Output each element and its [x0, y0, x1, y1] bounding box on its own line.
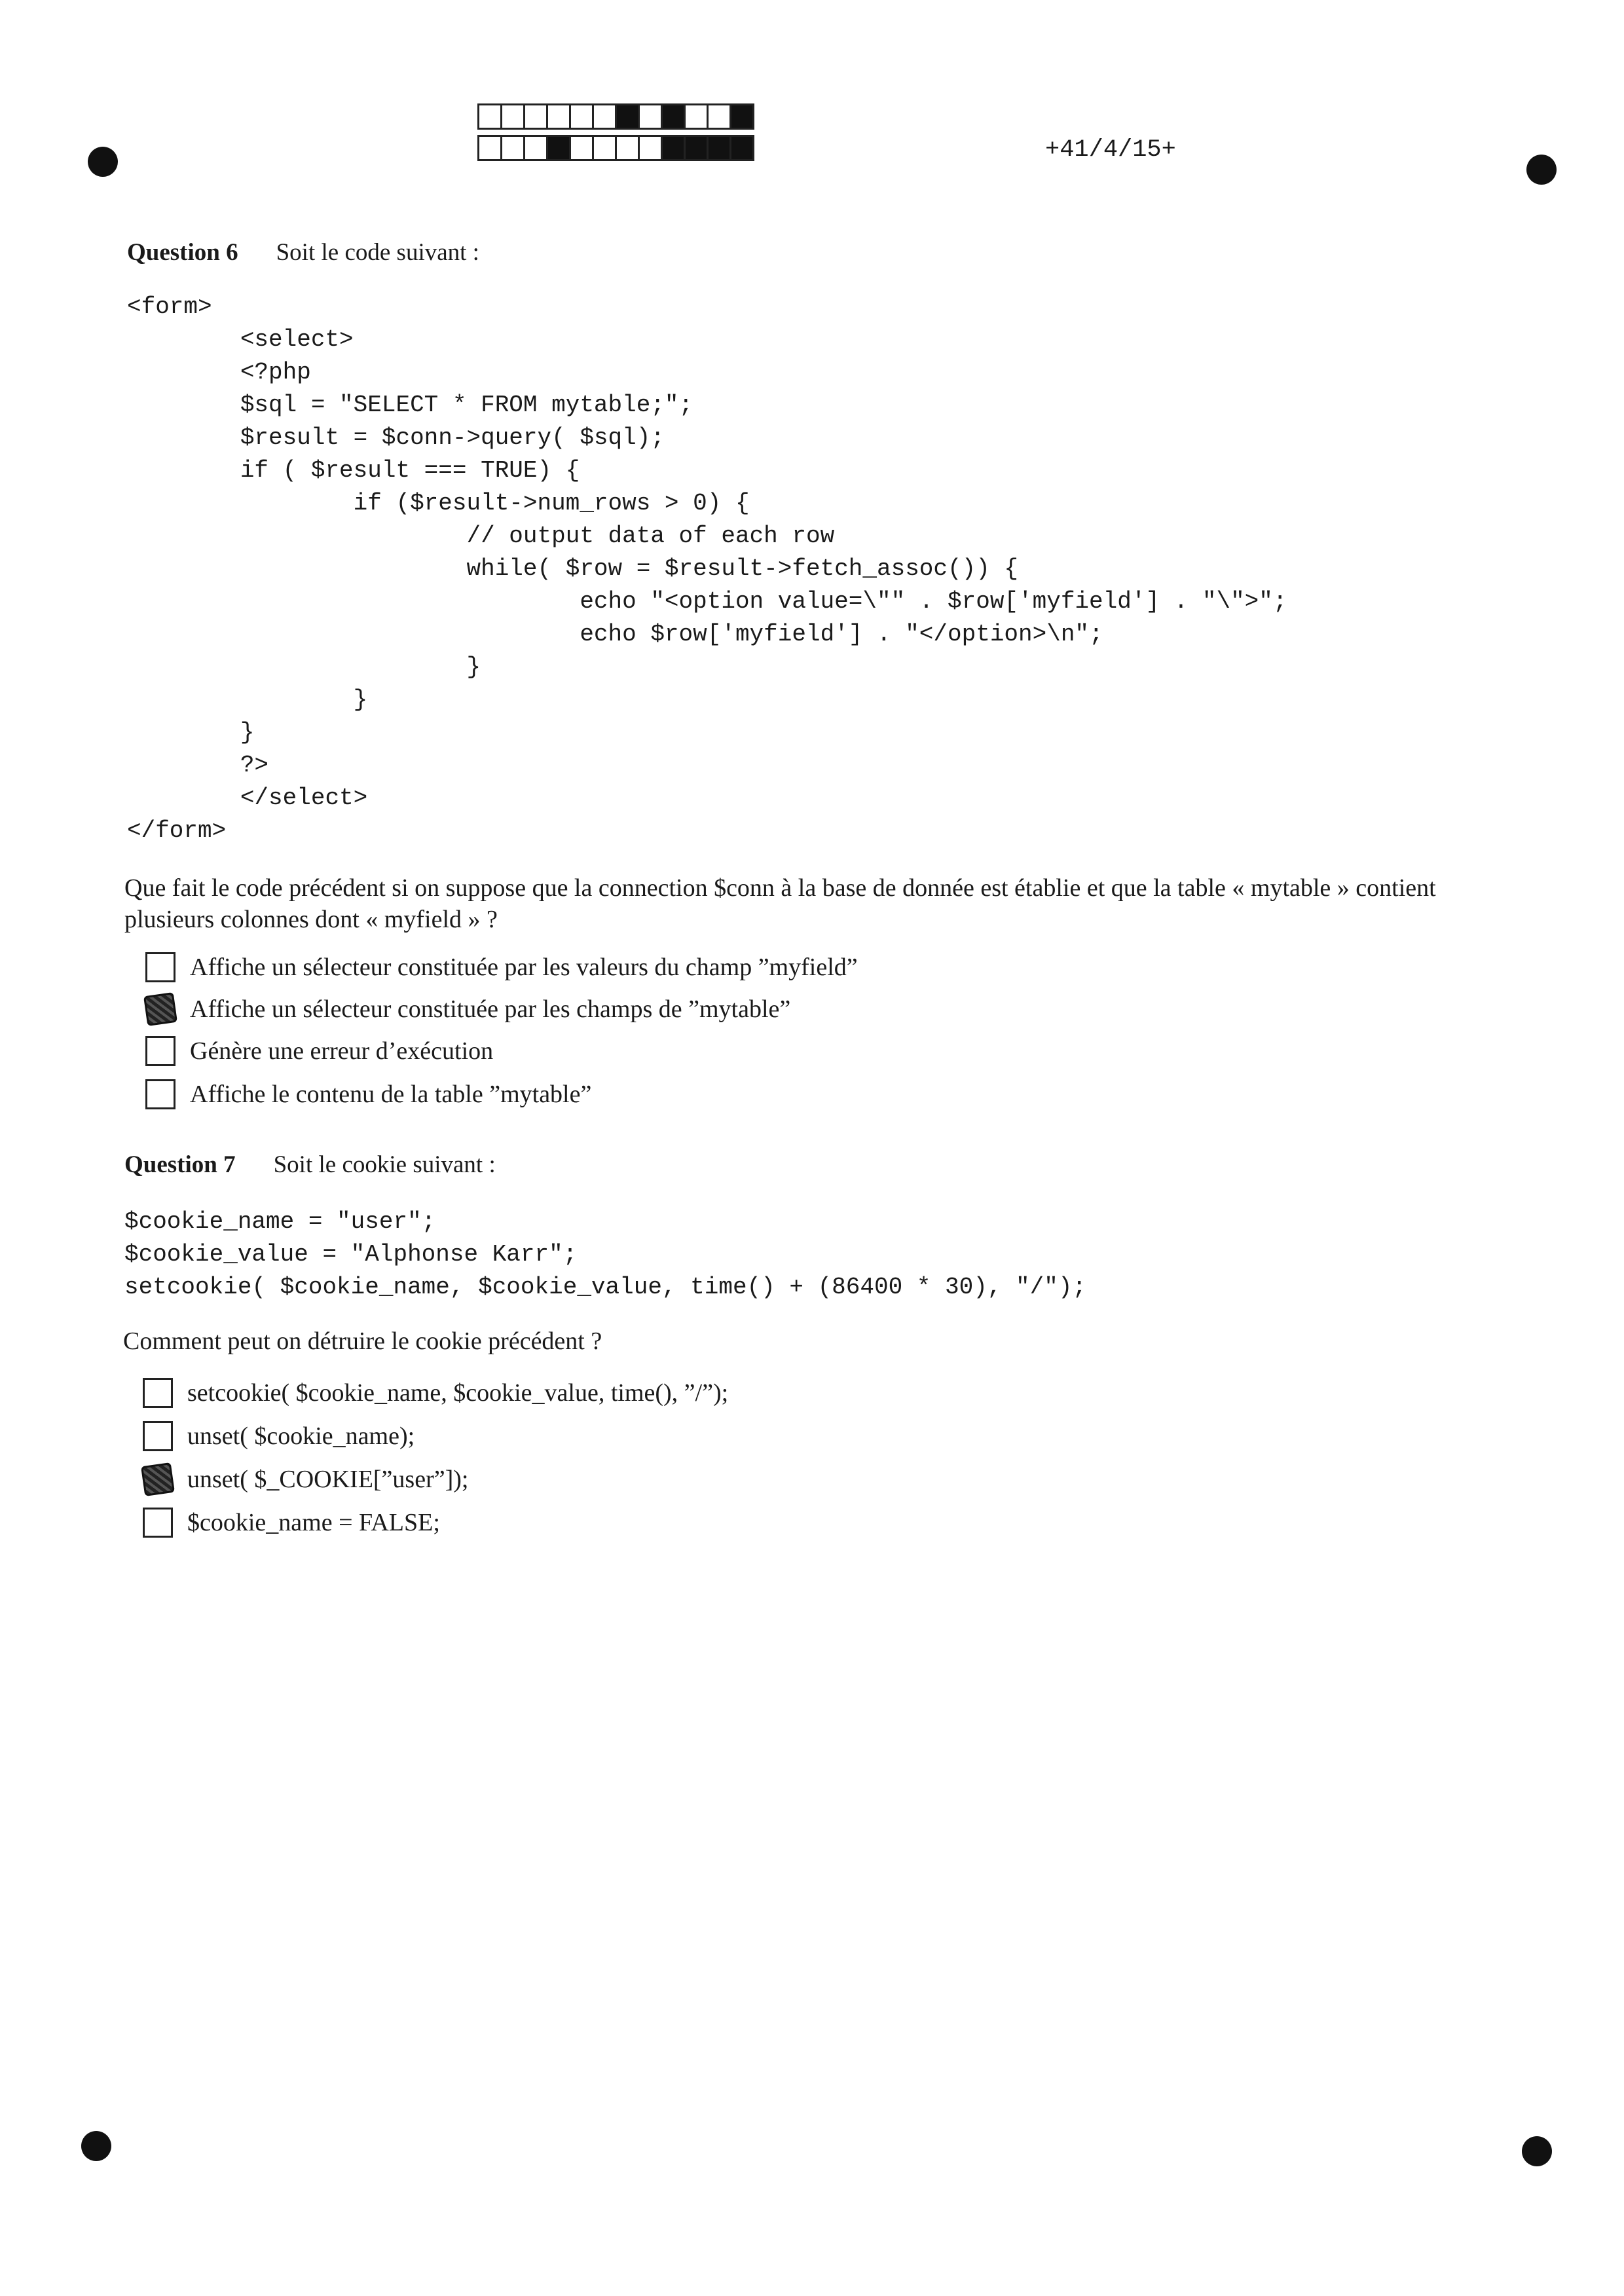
barcode-cell [523, 103, 548, 130]
choice-label: $cookie_name = FALSE; [187, 1509, 440, 1536]
barcode-cell [729, 135, 754, 161]
q7-choice-1[interactable] [143, 1374, 728, 1412]
barcode-cell [729, 103, 754, 130]
barcode-cell [707, 135, 731, 161]
q6-choice-4[interactable] [145, 1075, 591, 1113]
code-line: <?php [127, 359, 311, 386]
barcode-cell [546, 135, 571, 161]
choice-label: Affiche le contenu de la table ”mytable” [190, 1081, 592, 1108]
code-line: <select> [127, 326, 354, 353]
code-line: echo $row['myfield'] . "</option>\n"; [127, 621, 1103, 648]
barcode-cell [500, 103, 525, 130]
page-identifier: +41/4/15+ [1045, 136, 1176, 164]
barcode-cell [523, 135, 548, 161]
q7-choice-4[interactable] [143, 1504, 440, 1542]
code-line: $sql = "SELECT * FROM mytable;"; [127, 392, 693, 418]
barcode-cell [661, 103, 686, 130]
code-line: } [127, 686, 368, 713]
barcode-row-2 [477, 135, 752, 161]
choice-label: Affiche un sélecteur constituée par les valeurs du champ ”myfield” [190, 954, 858, 981]
code-line: </form> [127, 817, 227, 844]
code-line: </select> [127, 785, 368, 811]
code-line: $result = $conn->query( $sql); [127, 424, 665, 451]
code-line: if ( $result === TRUE) { [127, 457, 580, 484]
answer-checkbox[interactable] [143, 1378, 173, 1408]
code-line: $cookie_name = "user"; [124, 1208, 436, 1235]
choice-label: setcookie( $cookie_name, $cookie_value, time(), ”/”); [187, 1379, 729, 1407]
code-line: } [127, 719, 255, 746]
barcode-cell [477, 135, 502, 161]
code-line: <form> [127, 293, 212, 320]
q6-choice-1[interactable] [145, 948, 858, 986]
q6-choice-3[interactable] [145, 1032, 493, 1070]
registration-mark-bottom-left [81, 2131, 111, 2161]
question-7-prompt: Comment peut on détruire le cookie précédent ? [123, 1327, 602, 1355]
question-6-prompt: Que fait le code précédent si on suppose que la connection $conn à la base de donnée est établie et que la table « mytable » contient plusieurs colonnes dont « myfield » ? [124, 874, 1436, 933]
registration-mark-top-right [1526, 155, 1557, 185]
question-6-code [127, 291, 1287, 847]
answer-checkbox[interactable] [141, 1462, 175, 1496]
choice-label: unset( $_COOKIE[”user”]); [187, 1466, 469, 1493]
code-line: } [127, 654, 481, 680]
choice-label: Génère une erreur d’exécution [190, 1037, 494, 1065]
answer-checkbox[interactable] [145, 1036, 175, 1066]
answer-checkbox[interactable] [145, 1079, 175, 1109]
choice-label: unset( $cookie_name); [187, 1422, 415, 1450]
choice-label: Affiche un sélecteur constituée par les champs de ”mytable” [190, 995, 791, 1023]
q7-choice-3[interactable] [143, 1460, 468, 1498]
answer-checkbox[interactable] [145, 952, 175, 982]
barcode-cell [684, 103, 709, 130]
answer-checkbox[interactable] [143, 992, 177, 1026]
question-number: Question 6 [127, 239, 238, 266]
barcode-cell [477, 103, 502, 130]
barcode-cell [546, 103, 571, 130]
barcode-cell [707, 103, 731, 130]
answer-checkbox[interactable] [143, 1421, 173, 1451]
question-intro: Soit le cookie suivant : [273, 1151, 496, 1178]
barcode-cell [500, 135, 525, 161]
code-line: ?> [127, 752, 269, 779]
code-line: echo "<option value=\"" . $row['myfield'] . "\">"; [127, 588, 1287, 615]
question-7-code [124, 1206, 1086, 1304]
code-line: $cookie_value = "Alphonse Karr"; [124, 1241, 578, 1268]
barcode-cell [638, 103, 663, 130]
registration-mark-bottom-right [1522, 2136, 1552, 2166]
barcode-cell [569, 135, 594, 161]
code-line: setcookie( $cookie_name, $cookie_value, time() + (86400 * 30), "/"); [124, 1274, 1087, 1301]
barcode-cell [638, 135, 663, 161]
barcode-row-1 [477, 103, 752, 130]
barcode-cell [615, 103, 640, 130]
barcode-cell [684, 135, 709, 161]
barcode-cell [569, 103, 594, 130]
code-line: while( $row = $result->fetch_assoc()) { [127, 555, 1019, 582]
question-6-heading [127, 238, 479, 267]
registration-mark-top-left [88, 147, 118, 177]
question-number: Question 7 [124, 1151, 236, 1178]
q7-choice-2[interactable] [143, 1417, 415, 1455]
answer-checkbox[interactable] [143, 1508, 173, 1538]
q6-choice-2[interactable] [145, 990, 790, 1028]
question-7-heading [124, 1151, 496, 1179]
barcode-cell [592, 103, 617, 130]
barcode-cell [615, 135, 640, 161]
question-intro: Soit le code suivant : [276, 239, 479, 266]
code-line: if ($result->num_rows > 0) { [127, 490, 750, 517]
code-line: // output data of each row [127, 523, 835, 549]
barcode-cell [592, 135, 617, 161]
barcode-cell [661, 135, 686, 161]
